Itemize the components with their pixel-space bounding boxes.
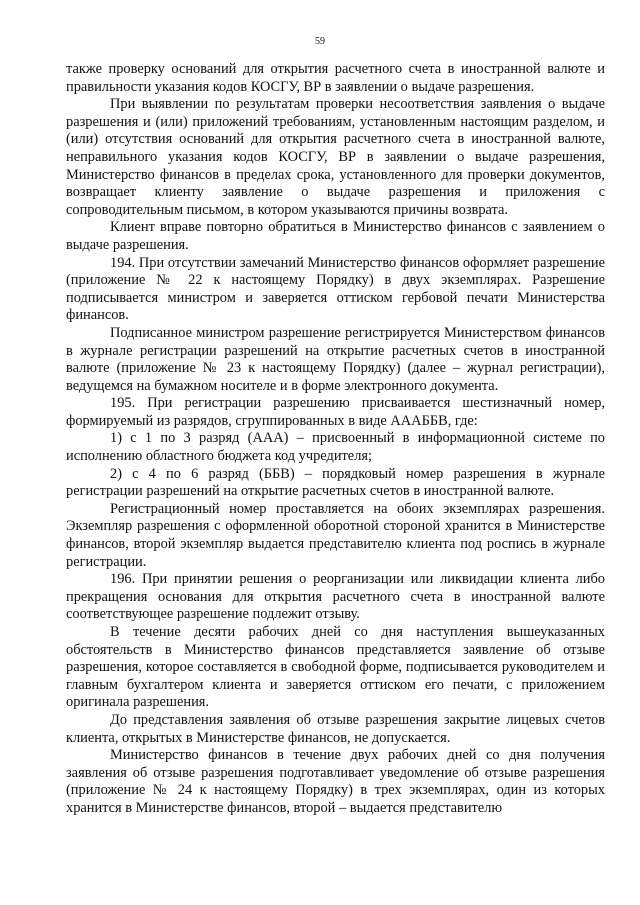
paragraph: До представления заявления об отзыве разрешения закрытие лицевых счетов клиента, открытых в Министерстве финансов, не допускается. — [66, 711, 605, 746]
paragraph-item-194: 194. При отсутствии замечаний Министерство финансов оформляет разрешение (приложение № 22 к настоящему Порядку) в двух экземплярах. Разрешение подписывается министром и заверяется оттиском гербовой печати Министерства финансов. — [66, 254, 605, 324]
paragraph: также проверку оснований для открытия расчетного счета в иностранной валюте и правильности указания кодов КОСГУ, ВР в заявлении о выдаче разрешения. — [66, 61, 605, 95]
list-item: 1) с 1 по 3 разряд (ААА) – присвоенный в информационной системе по исполнению областного бюджета код учредителя; — [66, 430, 605, 465]
paragraph: Подписанное министром разрешение регистрируется Министерством финансов в журнале регистрации разрешений на открытие расчетных счетов в иностранной валюте (приложение № 23 к настоящему Порядку) (далее – журнал регистрации), ведущемся на бумажном носителе и в форме электронного документа. — [66, 324, 605, 394]
paragraph: В течение десяти рабочих дней со дня наступления вышеуказанных обстоятельств в Министерство финансов представляется заявление об отзыве разрешения, которое составляется в свободной форме, подписывается руководителем и главным бухгалтером клиента и заверяется оттиском его печати, с приложением оригинала разрешения. — [66, 624, 605, 711]
list-item: 2) с 4 по 6 разряд (ББВ) – порядковый номер разрешения в журнале регистрации разрешений на открытие расчетных счетов в иностранной валюте. — [66, 465, 605, 500]
paragraph: При выявлении по результатам проверки несоответствия заявления о выдаче разрешения и (или) приложений требованиям, установленным настоящим разделом, и (или) отсутствия оснований для открытия расчетного счета в иностранной валюте, неправильного указания кодов КОСГУ, ВР в заявлении о выдаче разрешения, Министерство финансов в пределах срока, установленного для проверки документов, возвращает клиенту заявление о выдаче разрешения и приложения с сопроводительным письмом, в котором указываются причины возврата. — [66, 96, 605, 218]
page-number: 59 — [315, 36, 325, 47]
paragraph-item-195: 195. При регистрации разрешению присваивается шестизначный номер, формируемый из разрядов, сгруппированных в виде АААББВ, где: — [66, 395, 605, 429]
paragraph: Министерство финансов в течение двух рабочих дней со дня получения заявления об отзыве разрешения подготавливает уведомление об отзыве разрешения (приложение № 24 к настоящему Порядку) в трех экземплярах, один из которых хранится в Министерстве финансов, второй – выдается представителю — [66, 747, 605, 816]
paragraph: Клиент вправе повторно обратиться в Министерство финансов с заявлением о выдаче разрешения. — [66, 219, 605, 253]
paragraph-item-196: 196. При принятии решения о реорганизации или ликвидации клиента либо прекращения основания для открытия расчетного счета в иностранной валюте соответствующее разрешение подлежит отзыву. — [66, 571, 605, 623]
paragraph: Регистрационный номер проставляется на обоих экземплярах разрешения. Экземпляр разрешения с оформленной оборотной стороной хранится в Министерстве финансов, второй экземпляр выдается представителю клиента под роспись в журнале регистрации. — [66, 500, 605, 570]
document-body — [66, 61, 605, 818]
